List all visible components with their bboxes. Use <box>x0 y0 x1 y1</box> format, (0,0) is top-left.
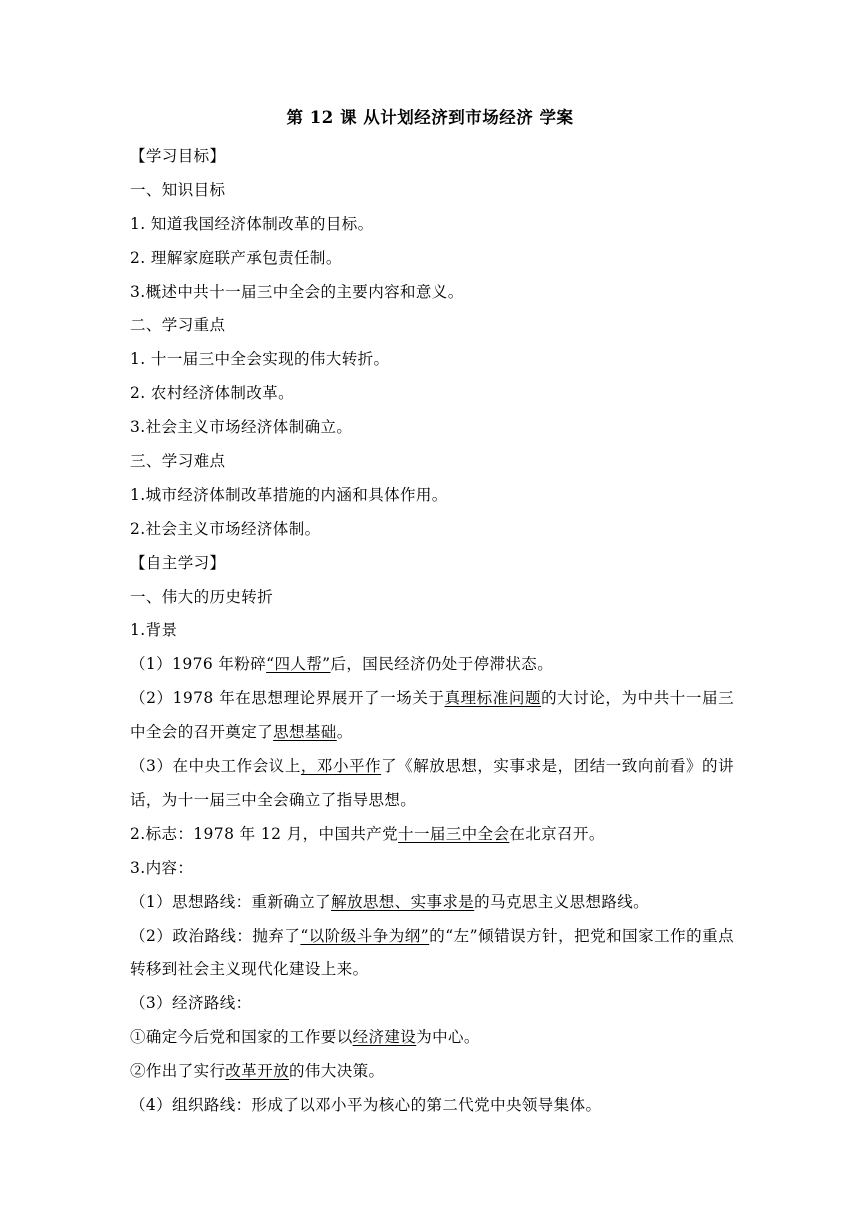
difficulty-item: 2.社会主义市场经济体制。 <box>130 519 321 538</box>
content-item-2 <box>130 920 734 988</box>
turning-header: 一、伟大的历史转折 <box>130 587 274 606</box>
underlined-answer: ，邓小平作 <box>300 757 382 776</box>
underlined-answer: “以阶级斗争为纲” <box>300 926 430 945</box>
text-segment: 。 <box>336 723 353 742</box>
text-segment: 为中心。 <box>416 1028 480 1047</box>
text-segment: ②作出了实行 <box>130 1062 226 1081</box>
content-item-4: （4）组织路线：形成了以邓小平为核心的第二代党中央领导集体。 <box>130 1096 602 1115</box>
underlined-answer: 改革开放 <box>225 1062 290 1081</box>
focus-header: 二、学习重点 <box>130 316 226 335</box>
background-item-3 <box>130 750 734 818</box>
self-study-header: 【自主学习】 <box>130 553 226 572</box>
content-header: 3.内容： <box>130 858 194 877</box>
text-segment: （1）1976 年粉碎 <box>130 655 267 674</box>
focus-item: 2. 农村经济体制改革。 <box>130 384 295 403</box>
text-segment: （3）在中央工作会议上 <box>130 757 301 776</box>
content-item-1 <box>130 886 734 920</box>
difficulty-header: 三、学习难点 <box>130 452 226 471</box>
underlined-answer: “四人帮” <box>266 655 331 674</box>
knowledge-item: 3.概述中共十一届三中全会的主要内容和意义。 <box>130 282 464 301</box>
knowledge-item: 2. 理解家庭联产承包责任制。 <box>130 248 342 267</box>
text-segment: （1）思想路线：重新确立了 <box>130 892 332 911</box>
underlined-answer: 思想基础 <box>273 723 337 742</box>
text-segment: 的“左”倾错误方针，把党和国家工作的重点转移到社会主义现代化建设上来。 <box>130 926 735 979</box>
focus-item: 3.社会主义市场经济体制确立。 <box>130 418 353 437</box>
difficulty-item: 1.城市经济体制改革措施的内涵和具体作用。 <box>130 485 448 504</box>
content-item-3b <box>130 1055 734 1089</box>
document-title: 第 12 课 从计划经济到市场经济 学案 <box>286 108 574 127</box>
text-segment: 了《解放思想，实事求是，团结一致向前看》的讲话，为十一届三中全会确立了指导思想。 <box>130 757 734 809</box>
text-segment: 的大讨论，为中共十一届三中全会的召开奠定了 <box>130 689 734 742</box>
background-item-1 <box>130 648 734 682</box>
goals-header: 【学习目标】 <box>130 147 226 165</box>
background-item-2 <box>130 682 734 750</box>
knowledge-header: 一、知识目标 <box>130 180 226 199</box>
text-segment: （2）1978 年在思想理论界展开了一场关于 <box>130 689 445 708</box>
text-segment: 的马克思主义思想路线。 <box>474 892 650 911</box>
text-segment: 后，国民经济仍处于停滞状态。 <box>330 655 554 674</box>
document-body <box>130 140 734 1123</box>
content-item-3-header: （3）经济路线： <box>130 994 252 1013</box>
text-segment: ①确定今后党和国家的工作要以 <box>130 1028 353 1047</box>
text-segment: 2.标志：1978 年 12 月，中国共产党 <box>130 824 399 843</box>
focus-item: 1. 十一届三中全会实现的伟大转折。 <box>130 350 390 369</box>
underlined-answer: 解放思想、实事求是 <box>331 892 475 911</box>
content-item-3a <box>130 1021 734 1055</box>
background-header: 1.背景 <box>130 621 178 640</box>
underlined-answer: 真理标准问题 <box>444 689 542 708</box>
text-segment: 在北京召开。 <box>509 824 605 843</box>
text-segment: 的伟大决策。 <box>289 1062 385 1081</box>
underlined-answer: 十一届三中全会 <box>398 824 510 843</box>
underlined-answer: 经济建设 <box>352 1028 417 1047</box>
mark-item <box>130 818 734 852</box>
knowledge-item: 1. 知道我国经济体制改革的目标。 <box>130 214 374 233</box>
text-segment: （2）政治路线：抛弃了 <box>130 926 301 945</box>
